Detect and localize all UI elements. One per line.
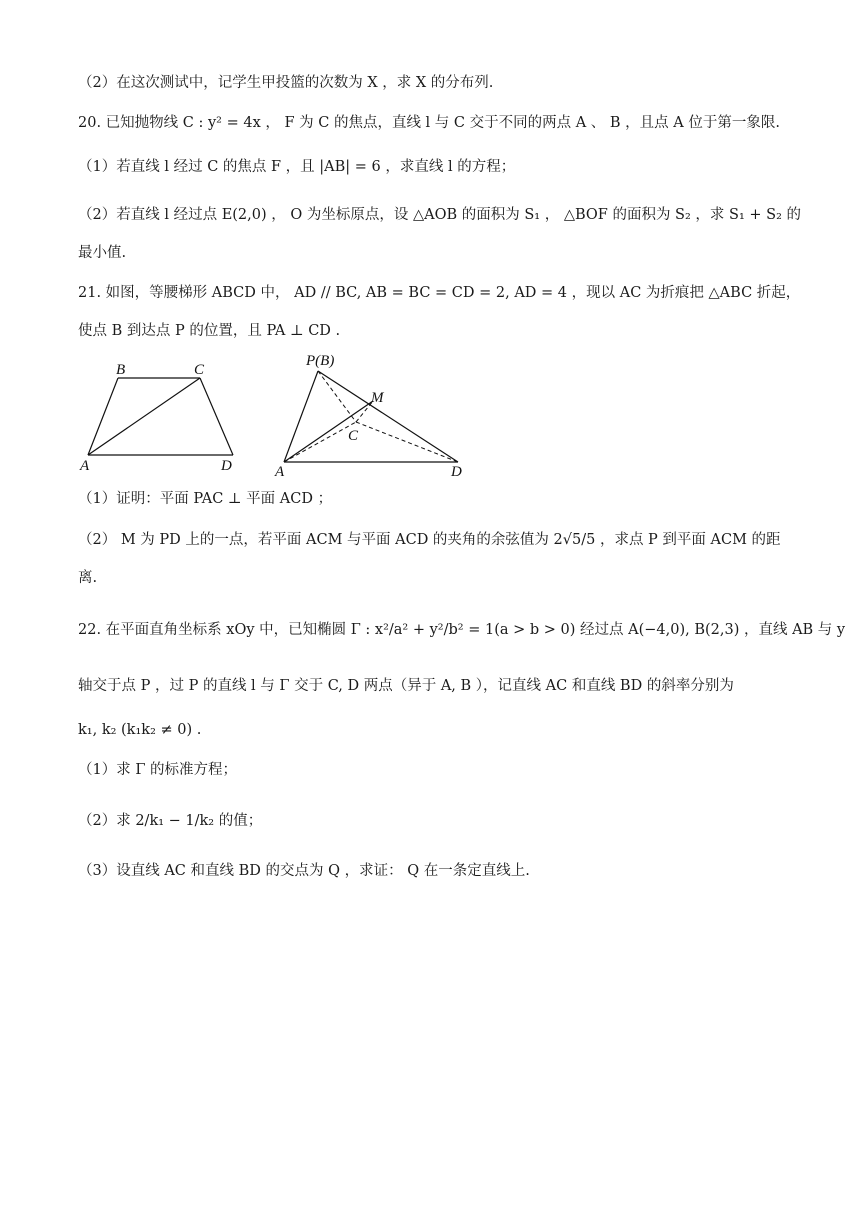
q22-stem-line3: k₁, k₂ (k₁k₂ ≠ 0) . [78,722,202,738]
label-A: A [80,458,90,474]
q21-stem-line1: 21. 如图，等腰梯形 ABCD 中， AD // BC, AB = BC = CD = 2, AD = 4 ，现以 AC 为折痕把 △ABC 折起， [78,285,801,301]
label-B: B [116,362,126,378]
trapezoid-figure [78,358,248,478]
q22-part1: （1）求 Γ 的标准方程； [78,762,238,778]
q21-part2-line2: 离. [78,570,98,586]
q20-stem: 20. 已知抛物线 C : y² = 4x ， F 为 C 的焦点，直线 l 与 C 交于不同的两点 A 、 B ，且点 A 位于第一象限. [78,115,780,131]
q22-part2: （2）求 2/k₁ − 1/k₂ 的值； [78,813,263,829]
label-D: D [221,458,232,474]
q20-part2-line2: 最小值. [78,245,127,261]
label-C: C [194,362,205,378]
label-PB: P(B) [306,353,335,369]
q21-stem-line2: 使点 B 到达点 P 的位置，且 PA ⊥ CD . [78,323,341,339]
label-D2: D [451,464,462,480]
q22-stem-line2: 轴交于点 P ，过 P 的直线 l 与 Γ 交于 C, D 两点（异于 A, B ），记直线 AC 和直线 BD 的斜率分别为 [78,678,734,694]
label-M: M [371,390,384,406]
q20-part2-line1: （2）若直线 l 经过点 E(2,0) ， O 为坐标原点，设 △AOB 的面积为 S₁ ， △BOF 的面积为 S₂ ，求 S₁ + S₂ 的 [78,207,801,223]
q19-part2: （2）在这次测试中，记学生甲投篮的次数为 X ，求 X 的分布列. [78,75,494,91]
label-C2: C [348,428,359,444]
q20-part1: （1）若直线 l 经过 C 的焦点 F ，且 |AB| = 6 ，求直线 l 的方程； [78,159,516,175]
q22-part3: （3）设直线 AC 和直线 BD 的交点为 Q ，求证： Q 在一条定直线上. [78,863,530,879]
q21-part2-line1: （2） M 为 PD 上的一点，若平面 ACM 与平面 ACD 的夹角的余弦值为 2√5/5 ，求点 P 到平面 ACM 的距 [78,532,781,548]
tetrahedron-figure [270,346,480,481]
label-A2: A [275,464,285,480]
q21-part1: （1）证明：平面 PAC ⊥ 平面 ACD ； [78,491,333,507]
q22-stem-line1: 22. 在平面直角坐标系 xOy 中，已知椭圆 Γ : x²/a² + y²/b² = 1(a > b > 0) 经过点 A(−4,0), B(2,3) ，直线 AB 与 y [78,622,846,638]
